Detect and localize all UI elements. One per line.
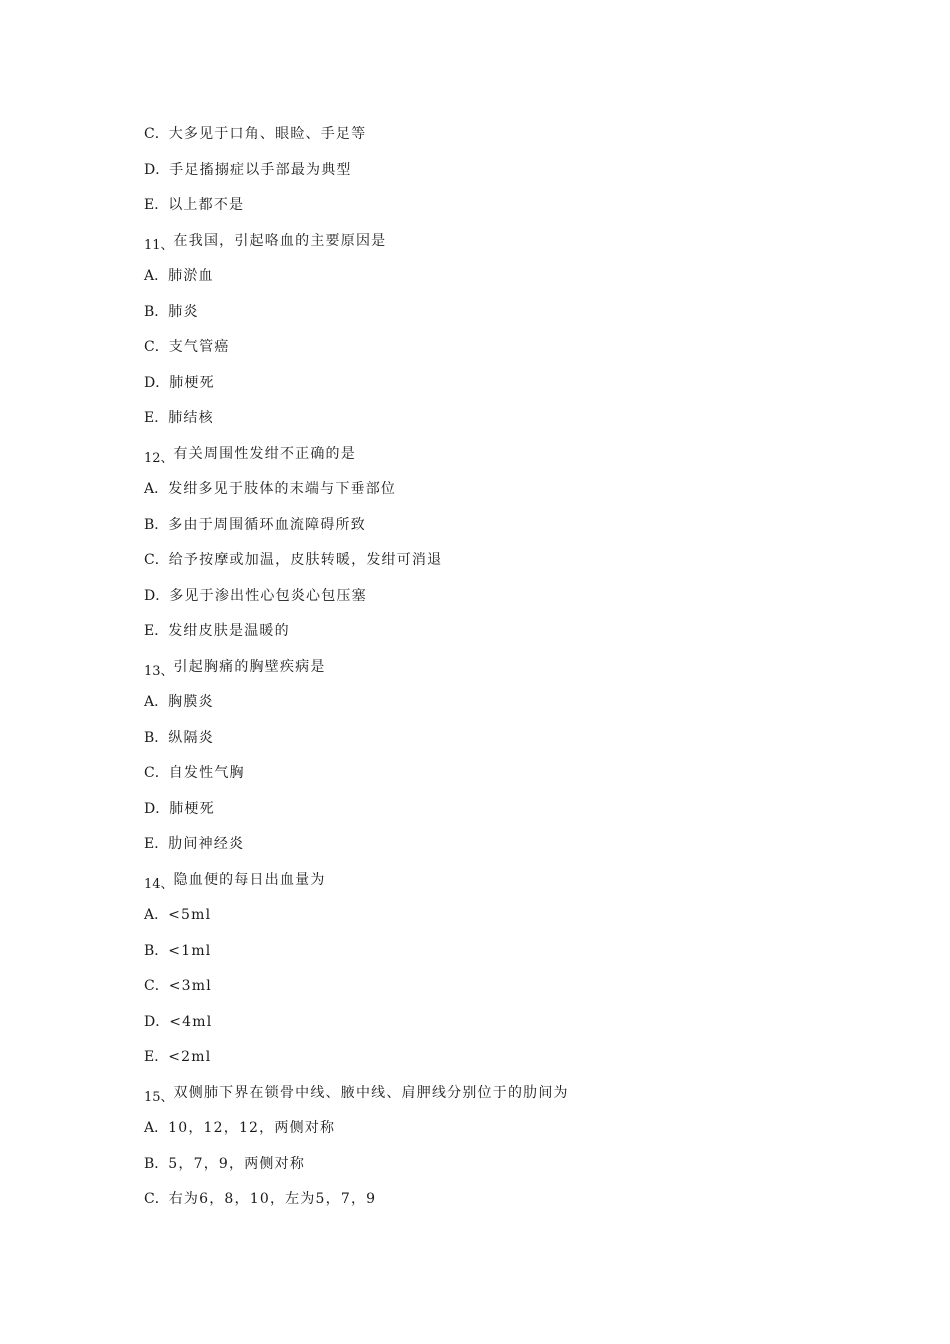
option-letter: C．: [144, 552, 169, 568]
question-number: 11、: [144, 237, 174, 253]
option-letter: B．: [144, 729, 169, 746]
option-letter: A．: [144, 694, 169, 710]
option-letter: A．: [144, 1120, 169, 1136]
answer-option: [144, 903, 864, 939]
option-text: <4ml: [169, 1013, 213, 1030]
option-text: 右为6，8，10，左为5，7，9: [168, 1191, 377, 1207]
option-letter: D．: [144, 374, 170, 391]
question-list: [144, 122, 864, 1223]
option-text: 发绀多见于肢体的末端与下垂部位: [168, 481, 397, 497]
question-stem: [144, 442, 864, 478]
option-text: 自发性气胸: [168, 765, 245, 781]
option-text: 肺炎: [168, 303, 199, 320]
option-letter: E．: [144, 410, 169, 426]
answer-option: [144, 1187, 864, 1223]
question-stem: [144, 655, 864, 691]
option-letter: C．: [144, 126, 169, 142]
question-text: 引起胸痛的胸壁疾病是: [173, 658, 326, 675]
option-text: 支气管癌: [168, 339, 230, 355]
answer-option: [144, 584, 864, 620]
answer-option: [144, 832, 864, 868]
option-text: <1ml: [168, 942, 212, 959]
option-letter: C．: [144, 339, 169, 355]
option-text: 肋间神经炎: [168, 836, 245, 852]
option-letter: E．: [144, 836, 169, 852]
answer-option: [144, 264, 864, 300]
answer-option: [144, 974, 864, 1010]
option-text: <3ml: [168, 978, 212, 994]
option-text: 发绀皮肤是温暖的: [168, 623, 290, 639]
option-text: 10，12，12，两侧对称: [168, 1120, 336, 1136]
option-text: 纵隔炎: [168, 729, 214, 746]
answer-option: [144, 122, 864, 158]
answer-option: [144, 619, 864, 655]
option-text: 给予按摩或加温，皮肤转暖，发绀可消退: [168, 552, 443, 568]
option-text: 肺梗死: [169, 374, 215, 391]
question-stem: [144, 1081, 864, 1117]
option-letter: E．: [144, 1049, 169, 1065]
answer-option: [144, 939, 864, 975]
question-number: 14、: [144, 876, 174, 892]
option-letter: B．: [144, 303, 169, 320]
option-text: 肺结核: [168, 410, 214, 426]
option-text: <5ml: [168, 907, 212, 923]
answer-option: [144, 477, 864, 513]
question-number: 12、: [144, 450, 174, 466]
answer-option: [144, 1116, 864, 1152]
option-letter: B．: [144, 516, 169, 533]
answer-option: [144, 158, 864, 194]
answer-option: [144, 371, 864, 407]
answer-option: [144, 1152, 864, 1188]
option-text: 肺梗死: [169, 800, 215, 817]
option-letter: A．: [144, 268, 169, 284]
option-letter: C．: [144, 978, 169, 994]
option-text: <2ml: [168, 1049, 212, 1065]
option-letter: A．: [144, 907, 169, 923]
answer-option: [144, 300, 864, 336]
question-text: 在我国，引起咯血的主要原因是: [173, 232, 387, 249]
answer-option: [144, 726, 864, 762]
option-text: 多见于渗出性心包炎心包压塞: [169, 587, 367, 604]
answer-option: [144, 761, 864, 797]
question-text: 隐血便的每日出血量为: [173, 871, 326, 888]
answer-option: [144, 335, 864, 371]
option-letter: B．: [144, 1155, 169, 1172]
option-letter: C．: [144, 765, 169, 781]
answer-option: [144, 1045, 864, 1081]
option-text: 多由于周围循环血流障碍所致: [168, 516, 366, 533]
question-stem: [144, 229, 864, 265]
answer-option: [144, 797, 864, 833]
option-text: 以上都不是: [168, 197, 245, 213]
option-letter: A．: [144, 481, 169, 497]
question-number: 13、: [144, 663, 174, 679]
option-letter: D．: [144, 1013, 170, 1030]
option-letter: C．: [144, 1191, 169, 1207]
option-text: 胸膜炎: [168, 694, 214, 710]
option-letter: D．: [144, 587, 170, 604]
option-text: 大多见于口角、眼睑、手足等: [168, 126, 367, 142]
option-text: 手足搐搦症以手部最为典型: [169, 161, 352, 178]
option-letter: E．: [144, 197, 169, 213]
answer-option: [144, 406, 864, 442]
question-text: 有关周围性发绀不正确的是: [173, 445, 356, 462]
question-text: 双侧肺下界在锁骨中线、腋中线、肩胛线分别位于的肋间为: [173, 1084, 569, 1101]
option-letter: D．: [144, 161, 170, 178]
question-number: 15、: [144, 1089, 174, 1105]
option-text: 肺淤血: [168, 268, 214, 284]
option-letter: B．: [144, 942, 169, 959]
answer-option: [144, 690, 864, 726]
option-letter: E．: [144, 623, 169, 639]
question-stem: [144, 868, 864, 904]
option-letter: D．: [144, 800, 170, 817]
answer-option: [144, 193, 864, 229]
answer-option: [144, 1010, 864, 1046]
option-text: 5，7，9，两侧对称: [168, 1155, 306, 1172]
answer-option: [144, 548, 864, 584]
answer-option: [144, 513, 864, 549]
